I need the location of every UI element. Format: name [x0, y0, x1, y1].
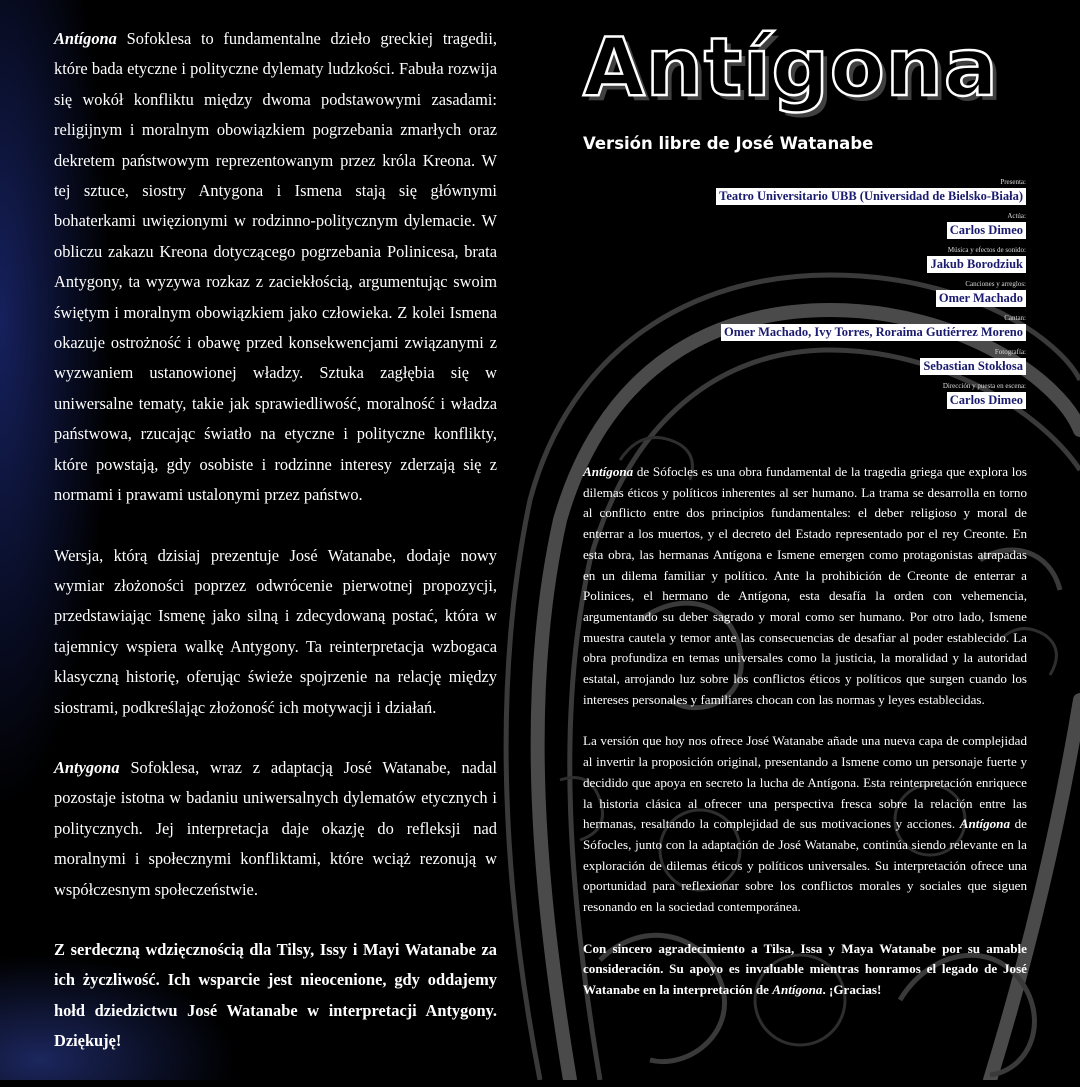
- play-title-inline: Antígona: [583, 464, 634, 479]
- credit-singers: [586, 314, 1026, 341]
- credit-role: Actúa:: [1007, 212, 1026, 220]
- polish-paragraph-2: Wersja, którą dzisiaj prezentuje José Watanabe, dodaje nowy wymiar złożoności poprzez odwrócenie pierwotnej propozycji, przedstawiając Ismenę jako silną i zdecydowaną postać, która w tajemnicy wspiera walkę Antygony. Ta reinterpretacja wzbogaca klasyczną historię, oferując świeże spojrzenie na relację między siostrami, podkreślając złożoność ich motywacji i działań.: [54, 545, 497, 717]
- credit-presenter: [586, 178, 1026, 205]
- credit-name: Omer Machado, Ivy Torres, Roraima Gutiérrez Moreno: [721, 324, 1026, 341]
- polish-paragraph-1: [54, 24, 497, 511]
- credit-role: Canciones y arreglos:: [965, 280, 1026, 288]
- polish-description: [54, 24, 497, 1087]
- credit-name: Omer Machado: [936, 290, 1026, 307]
- paragraph-text: La versión que hoy nos ofrece José Watanabe añade una nueva capa de complejidad al invertir la proposición original, presentando a Ismene como un personaje fuerte y decidido que apoya en secreto la lucha de Antígona. Esta reinterpretación enriquece la historia clásica al ofrecer una perspectiva fresca sobre la relación entre las hermanas, resaltando la complejidad de sus motivaciones y acciones.: [583, 733, 1027, 832]
- credit-direction: [586, 382, 1026, 409]
- credit-name: Carlos Dimeo: [947, 222, 1026, 239]
- paragraph-text: de Sófocles, junto con la adaptación de José Watanabe, continúa siendo relevante en la exploración de dilemas éticos y políticos universales. Su interpretación ofrece una oportunidad para reflexionar sobre los conflictos morales y sociales que siguen resonando en la sociedad contemporánea.: [583, 816, 1027, 915]
- page-subtitle: Versión libre de José Watanabe: [583, 134, 874, 153]
- credit-music: [586, 246, 1026, 273]
- credit-songs: [586, 280, 1026, 307]
- credit-photography: [586, 348, 1026, 375]
- polish-thanks: Z serdeczną wdzięcznością dla Tilsy, Issy i Mayi Watanabe za ich życzliwość. Ich wsparcie jest nieocenione, gdy oddajemy hołd dziedzictwu José Watanabe w interpretacji Antygony. Dziękuję!: [54, 939, 497, 1051]
- credit-actor: [586, 212, 1026, 239]
- paragraph-text: de Sófocles es una obra fundamental de la tragedia griega que explora los dilemas éticos y políticos inherentes al ser humano. La trama se desarrolla en torno al conflicto entre dos principios fundamentales: el deber religioso y moral de enterrar a los muertos, y el decreto del Estado representado por el rey Creonte. En esta obra, las hermanas Antígona e Ismene emergen como protagonistas atrapadas en un dilema familiar y político. Ante la prohibición de Creonte de enterrar a Polinices, el hermano de Antígona, esta desafía la orden con vehemencia, argumentando su deber sagrado y moral como ser humano. Por otro lado, Ismene muestra cautela y temor ante las consecuencias de desafiar al poder establecido. La obra profundiza en temas universales como la justicia, la moralidad y la autoridad estatal, arrojando luz sobre los conflictos éticos y políticos que surgen cuando los intereses personales y familiares chocan con las normas y leyes establecidas.: [583, 464, 1027, 707]
- play-title-inline: Antígona: [54, 29, 117, 48]
- credit-name: Teatro Universitario UBB (Universidad de Bielsko-Biała): [716, 188, 1026, 205]
- paragraph-text: Con sincero agradecimiento a Tilsa, Issa y Maya Watanabe por su amable consideración. Su apoyo es invaluable mientras honramos el legado de José Watanabe en la interpretación de: [583, 940, 1027, 998]
- spanish-paragraph-1: [583, 462, 1027, 710]
- spanish-description: [583, 462, 1027, 1022]
- credits-list: [586, 178, 1026, 416]
- paragraph-text: Sofoklesa to fundamentalne dzieło greckiej tragedii, które bada etyczne i polityczne dylematy ludzkości. Fabuła rozwija się wokół konfliktu między dwoma podstawowymi zasadami: religijnym i moralnym obowiązkiem pogrzebania zmarłych oraz dekretem państwowym reprezentowanym przez króla Kreona. W tej sztuce, siostry Antygona i Ismena stają się głównymi bohaterkami uwięzionymi w rodzinno-politycznym dylemacie. W obliczu zakazu Kreona dotyczącego pogrzebania Polinicesa, brata Antygony, ta wyzywa rozkaz z zaciekłością, argumentując swoim świętym i moralnym obowiązkiem jako człowieka. Z kolei Ismena okazuje ostrożność i obawę przed konsekwencjami związanymi z wyzwaniem ustanowionej władzy. Sztuka zagłębia się w uniwersalne tematy, takie jak sprawiedliwość, moralność i władza państwowa, rzucając światło na etyczne i polityczne konflikty, które powstają, gdy osobiste i rodzinne interesy zderzają się z normami i prawami ustalonymi przez państwo.: [54, 29, 497, 505]
- page-title: Antígona: [583, 21, 999, 114]
- credit-role: Dirección y puesta en escena:: [942, 382, 1026, 390]
- credit-name: Sebastian Stokłosa: [920, 358, 1026, 375]
- play-title-inline: Antygona: [54, 757, 120, 777]
- credit-role: Música y efectos de sonido:: [947, 246, 1026, 254]
- polish-paragraph-3: [54, 753, 497, 905]
- play-title-inline: Antígona: [772, 982, 823, 998]
- play-title-inline: Antígona: [959, 816, 1011, 832]
- credit-role: Cantan:: [1004, 314, 1026, 322]
- credit-name: Jakub Borodziuk: [927, 256, 1026, 273]
- credit-role: Fotografía:: [994, 348, 1026, 356]
- paragraph-text: . ¡Gracias!: [822, 982, 882, 998]
- credit-name: Carlos Dimeo: [947, 392, 1026, 409]
- paragraph-text: Sofoklesa, wraz z adaptacją José Watanabe, nadal pozostaje istotna w badaniu uniwersalnych dylematów etycznych i politycznych. Jej interpretacja daje okazję do refleksji nad moralnymi i społecznymi konfliktami, które wciąż rezonują w współczesnym społeczeństwie.: [54, 757, 497, 899]
- credit-role: Presenta:: [1000, 178, 1026, 186]
- spanish-thanks: [583, 939, 1027, 1001]
- spanish-paragraph-2: [583, 731, 1027, 917]
